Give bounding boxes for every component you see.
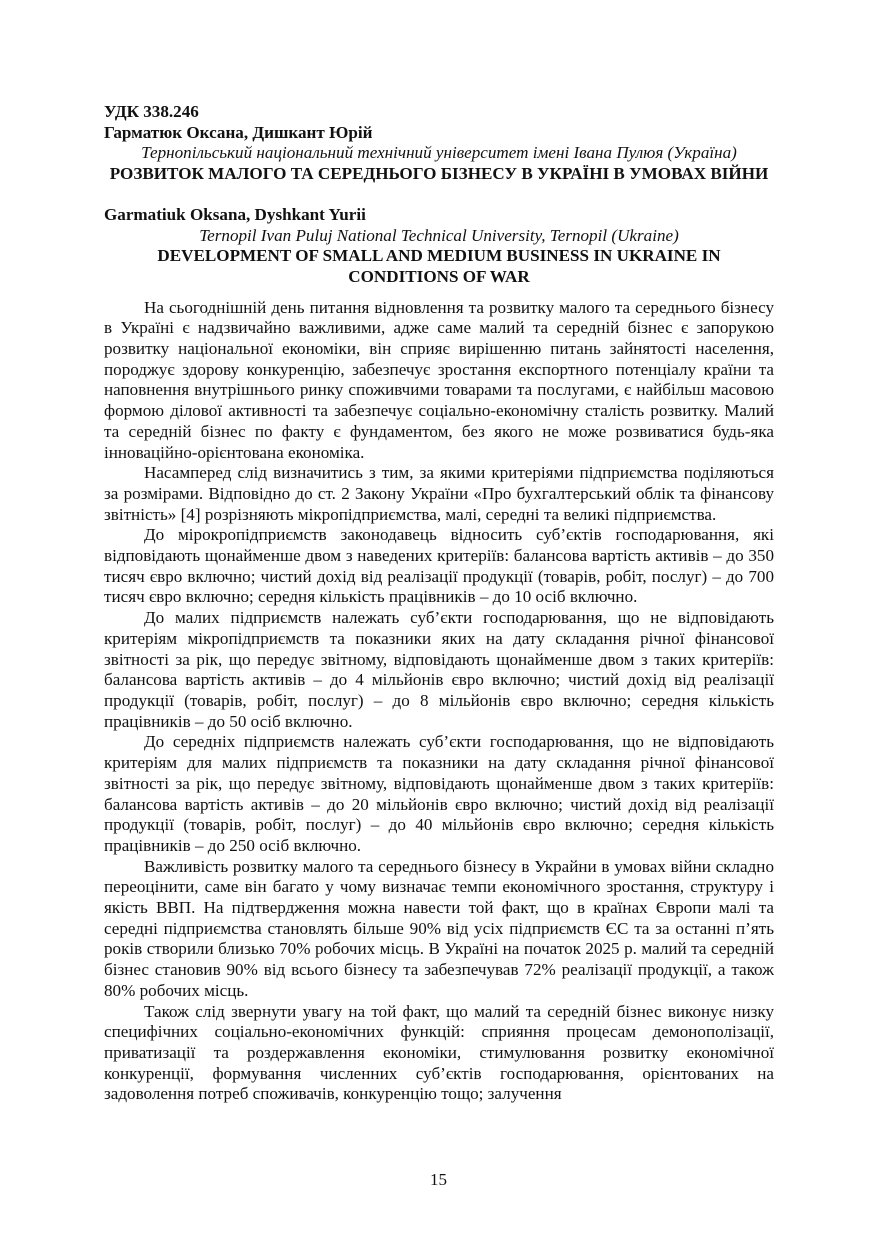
affiliation-ua: Тернопільський національний технічний університет імені Івана Пулюя (Україна) bbox=[141, 143, 737, 163]
page-number: 15 bbox=[430, 1170, 447, 1189]
title-en: DEVELOPMENT OF SMALL AND MEDIUM BUSINESS IN UKRAINE IN CONDITIONS OF WAR bbox=[157, 246, 721, 286]
paragraph: Насамперед слід визначитись з тим, за якими критеріями підприємства поділяються за розмірами. Відповідно до ст. 2 Закону України «Про бухгалтерський облік та фінансову звітність» [4] розрізняють мікропідприємства, малі, середні та великі підприємства. bbox=[104, 463, 774, 524]
article-body bbox=[104, 298, 774, 1105]
affiliation-en: Ternopil Ivan Puluj National Technical University, Ternopil (Ukraine) bbox=[199, 225, 679, 245]
paragraph: Важливість розвитку малого та середнього бізнесу в Украйни в умовах війни складно переоцінити, саме він багато у чому визначає темпи економічного зростання, структуру і якість ВВП. На підтвердження можна навести той факт, що в країнах Європи малі та середні підприємства становлять більше 90% від усіх підприємств ЄС та за останні п’ять років створили близько 70% робочих місць. В Україні на початок 2025 р. малий та середній бізнес становив 90% від всього бізнесу та забезпечував 72% реалізації продукції, а також 80% робочих місць. bbox=[104, 856, 774, 1000]
paragraph: На сьогоднішній день питання відновлення та розвитку малого та середнього бізнесу в Україні є надзвичайно важливими, адже саме малий та середній бізнес є запорукою розвитку національної економіки, він сприяє вирішенню питань зайнятості населення, породжує здорову конкуренцію, забезпечує зростання експортного потенціалу країни та наповнення внутрішнього ринку споживчими товарами та послугами, є найбільш масовою формою ділової активності та забезпечує соціально-економічну сталість розвитку. Малий та середній бізнес по факту є фундаментом, без якого не може розвиватися будь-яка інноваційно-орієнтована економіка. bbox=[104, 297, 774, 462]
title-ua: РОЗВИТОК МАЛОГО ТА СЕРЕДНЬОГО БІЗНЕСУ В УКРАЇНІ В УМОВАХ ВІЙНИ bbox=[109, 164, 769, 184]
paragraph: До мірокропідприємств законодавець відносить суб’єктів господарювання, які відповідають щонайменше двом з наведених критеріїв: балансова вартість активів – до 350 тисяч євро включно; чистий дохід від реалізації продукції (товарів, робіт, послуг) – до 700 тисяч євро включно; середня кількість працівників – до 10 осіб включно. bbox=[104, 525, 774, 607]
paragraph: До середніх підприємств належать суб’єкти господарювання, що не відповідають критеріям для малих підприємств та показники на дату складання річної фінансової звітності за рік, що передує звітному, відповідають щонайменше двом з таких критеріїв: балансова вартість активів – до 20 мільйонів євро включно; чистий дохід від реалізації продукції (товарів, робіт, послуг) – до 40 мільйонів євро включно; середня кількість працівників – до 250 осіб включно. bbox=[104, 732, 774, 855]
article-content bbox=[104, 102, 774, 1105]
udc-code: УДК 338.246 bbox=[104, 102, 199, 121]
paragraph: До малих підприємств належать суб’єкти господарювання, що не відповідають критеріям мікропідприємств та показники яких на дату складання річної фінансової звітності за рік, що передує звітному, відповідають щонайменше двом з таких критеріїв: балансова вартість активів – до 4 мільйонів євро включно; чистий дохід від реалізації продукції (товарів, робіт, послуг) – до 8 мільйонів євро включно; середня кількість працівників – до 50 осіб включно. bbox=[104, 608, 774, 731]
paragraph: Також слід звернути увагу на той факт, що малий та середній бізнес виконує низку специфічних соціально-економічних функцій: сприяння процесам демонополізації, приватизації та роздержавлення економіки, стимулювання розвитку економічної конкуренції, формування численних суб’єктів господарювання, орієнтованих на задоволення потреб споживачів, конкуренцію тощо; залучення bbox=[104, 1001, 774, 1104]
authors-en: Garmatiuk Oksana, Dyshkant Yurii bbox=[104, 204, 366, 224]
authors-ua: Гарматюк Оксана, Дишкант Юрій bbox=[104, 122, 373, 142]
